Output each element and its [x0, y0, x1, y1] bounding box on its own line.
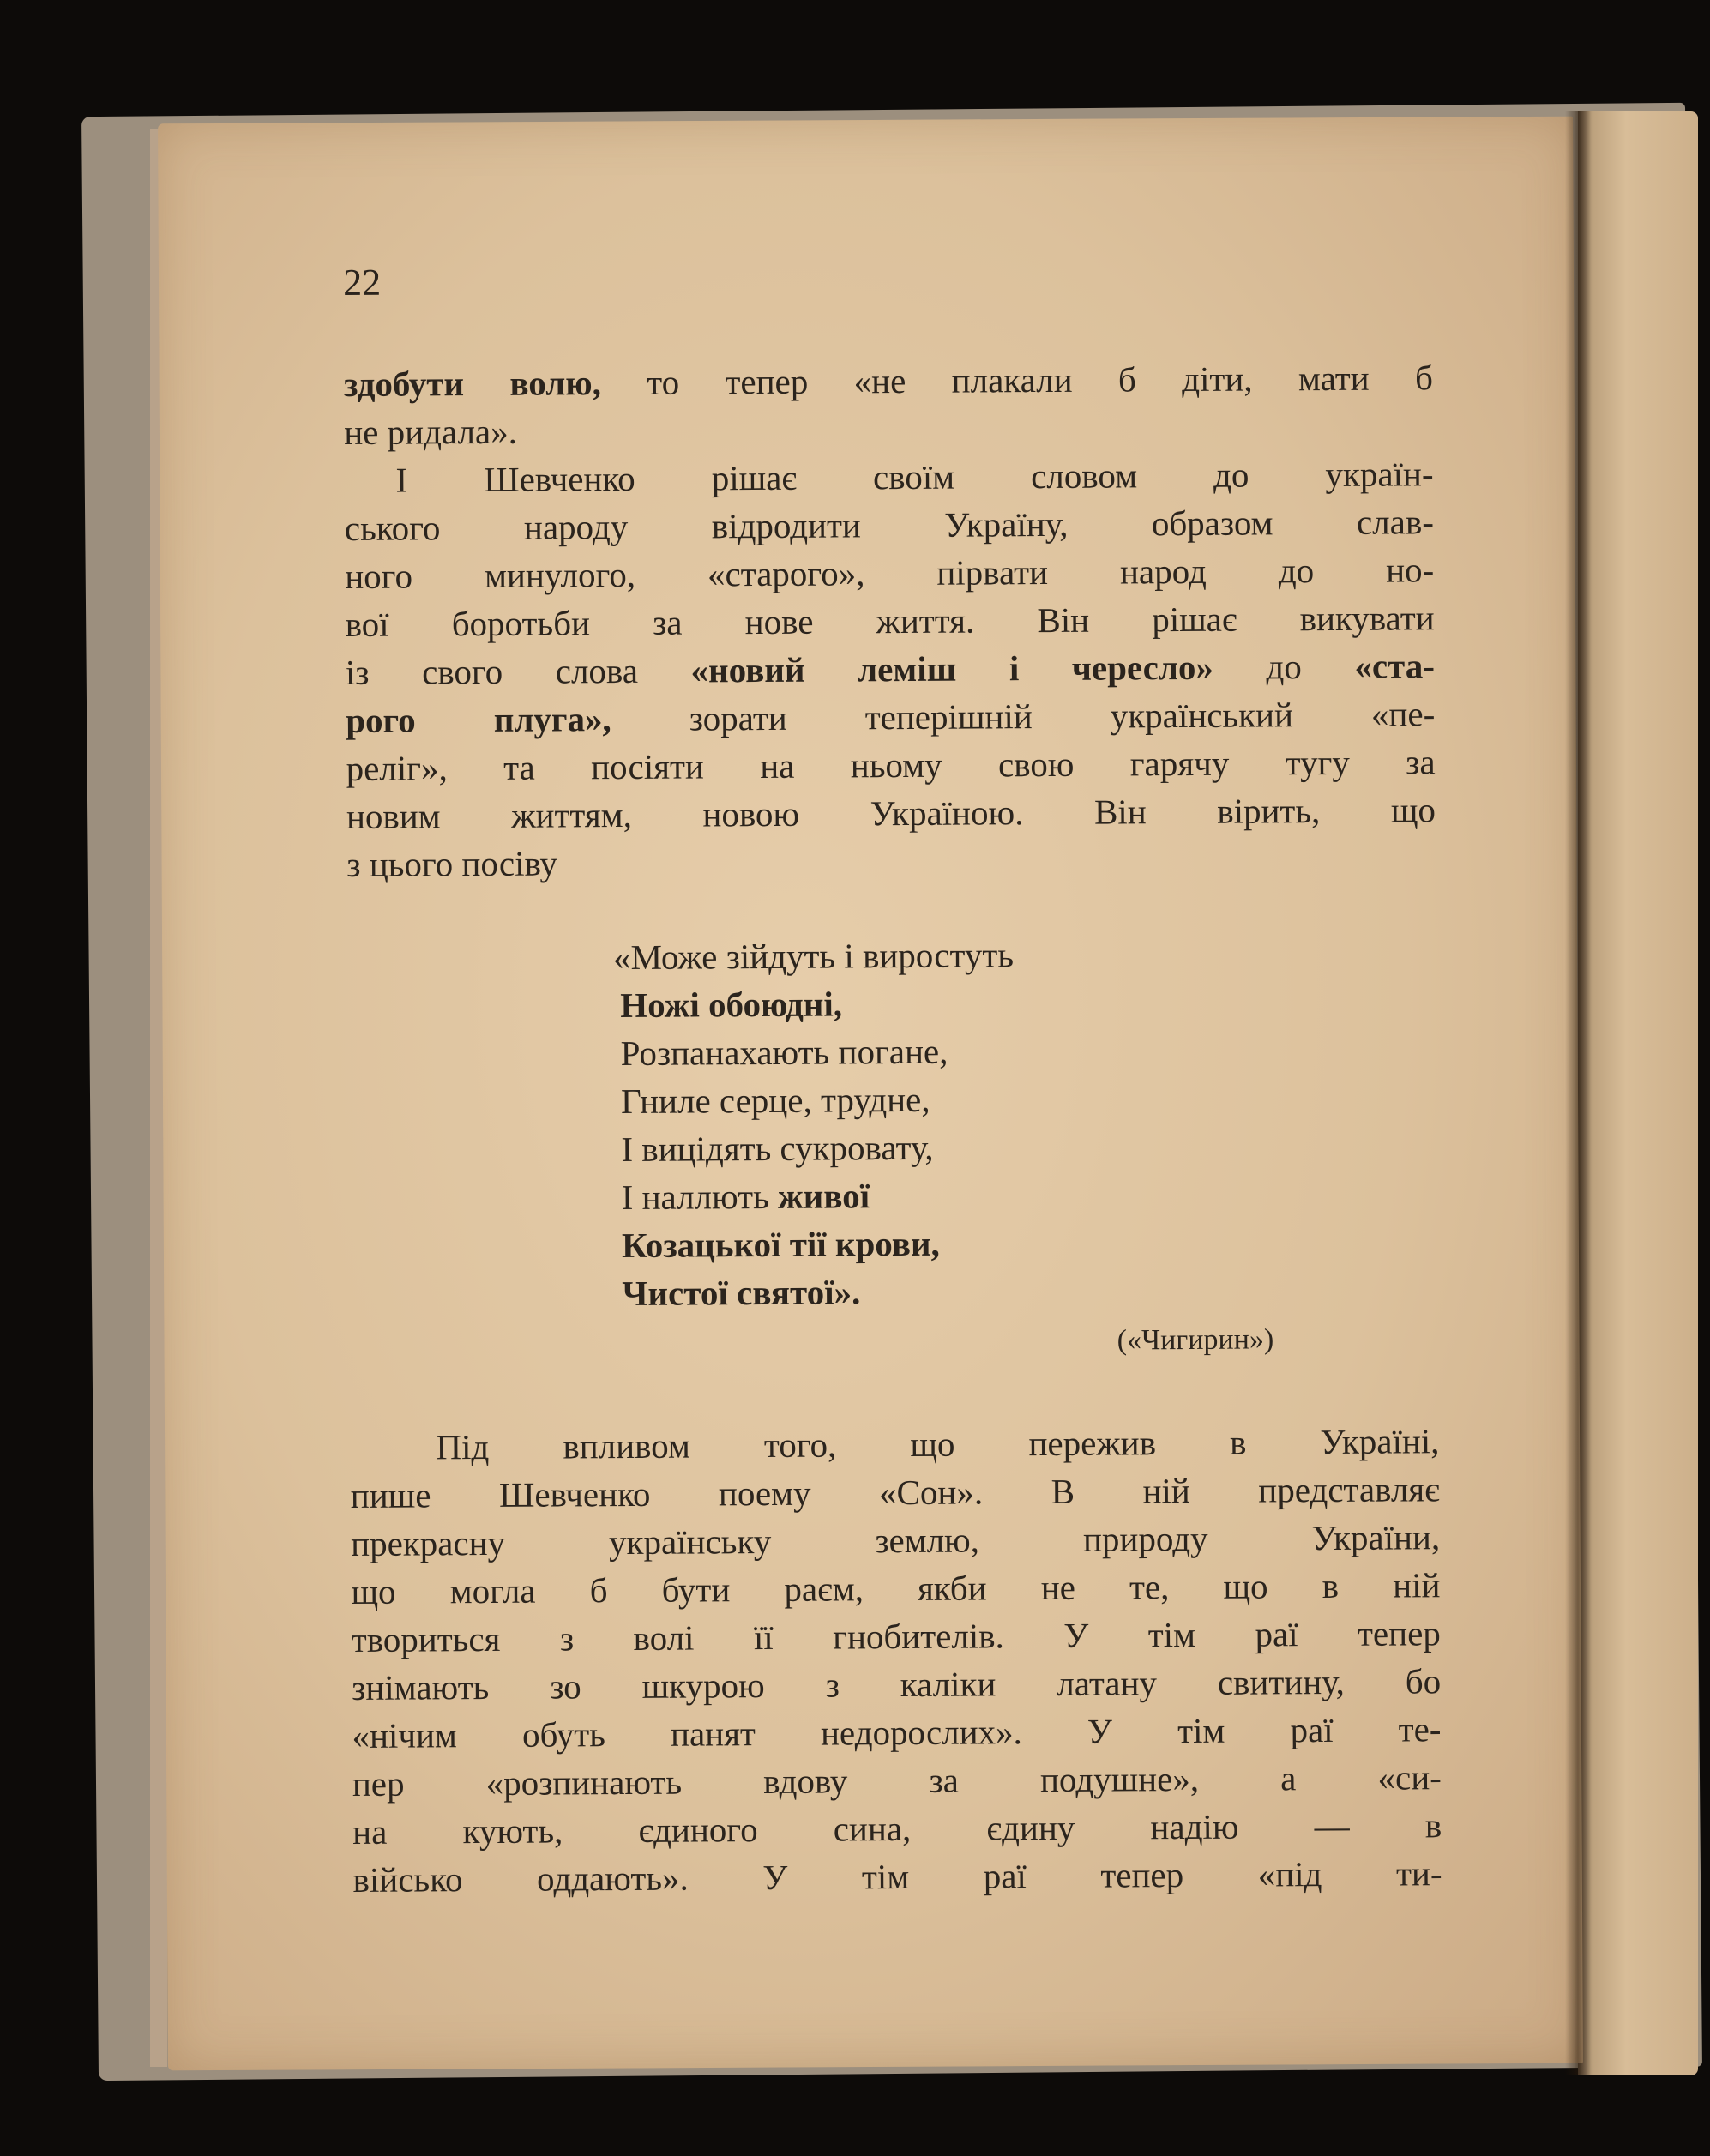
- text-run: І наллють: [621, 1176, 779, 1218]
- text-line: з цього посіву: [346, 843, 558, 884]
- text-line: Під впливом того, що пережив в Україні,: [436, 1421, 1440, 1467]
- text-line: ського народу відродити Україну, образом слав-: [344, 502, 1435, 548]
- poem-line: «Може зійдуть і виростуть: [612, 935, 1015, 978]
- text-line: новим життям, новою Україною. Він вірить, що: [346, 790, 1436, 836]
- bold-phrase: «новий леміш і чересло»: [690, 647, 1214, 690]
- poem-line: Чистої святої».: [622, 1272, 861, 1314]
- text-line: не ридала».: [344, 411, 518, 452]
- book-gutter: [1565, 111, 1591, 2075]
- facing-page-edge: [1578, 111, 1698, 2075]
- text-line: що могла б бути раєм, якби не те, що в ній: [351, 1565, 1441, 1611]
- bold-phrase: «ста-: [1354, 646, 1436, 686]
- poem-line: Козацької тії крови,: [621, 1223, 940, 1266]
- text-line: прекрасну українську землю, природу України,: [351, 1517, 1441, 1563]
- poem-line: [622, 1171, 870, 1221]
- poem-line: І вицідять сукровату,: [621, 1127, 934, 1170]
- text-run: зорати теперішній український «пе-: [611, 694, 1436, 739]
- text-line: військо оддають». У тім раї тепер «під ти-: [352, 1853, 1442, 1900]
- text-run: до: [1213, 646, 1355, 687]
- text-line: [346, 641, 1435, 696]
- bold-phrase: живої: [777, 1176, 870, 1216]
- bold-phrase: здобути волю,: [343, 363, 602, 404]
- poem-line: Розпанахають погане,: [620, 1031, 948, 1074]
- text-run: із свого слова: [345, 650, 691, 692]
- text-run: то тепер «не плакали б діти, мати б: [600, 358, 1434, 403]
- text-line: вої боротьби за нове життя. Він рішає викувати: [345, 598, 1435, 644]
- bold-phrase: рого плуга»,: [346, 699, 611, 740]
- poem-line: Гниле серце, трудне,: [620, 1079, 930, 1122]
- text-line: І Шевченко рішає своїм словом до україн-: [395, 454, 1434, 500]
- text-line: «нічим обуть панят недорослих». У тім раї те-: [352, 1709, 1442, 1756]
- text-line: [346, 690, 1435, 744]
- text-line: реліг», та посіяти на ньому свою гарячу тугу за: [346, 742, 1436, 788]
- text-line: ного минулого, «старого», пірвати народ до но-: [345, 550, 1435, 596]
- text-line: на кують, єдиного сина, єдину надію — в: [352, 1805, 1442, 1852]
- text-line: твориться з волі її гнобителів. У тім раї тепер: [351, 1613, 1441, 1659]
- text-line: знімають зо шкурою з каліки латану свитину, бо: [352, 1661, 1442, 1707]
- text-line: пер «розпинають вдову за подушне», а «си-: [352, 1757, 1442, 1804]
- text-line: [344, 353, 1433, 408]
- poem-attribution: («Чигирин»): [1117, 1323, 1274, 1357]
- text-line: пише Шевченко поему «Сон». В ній представляє: [350, 1469, 1440, 1515]
- poem-line: Ножі обоюдні,: [620, 984, 843, 1026]
- page-number: 22: [343, 261, 382, 304]
